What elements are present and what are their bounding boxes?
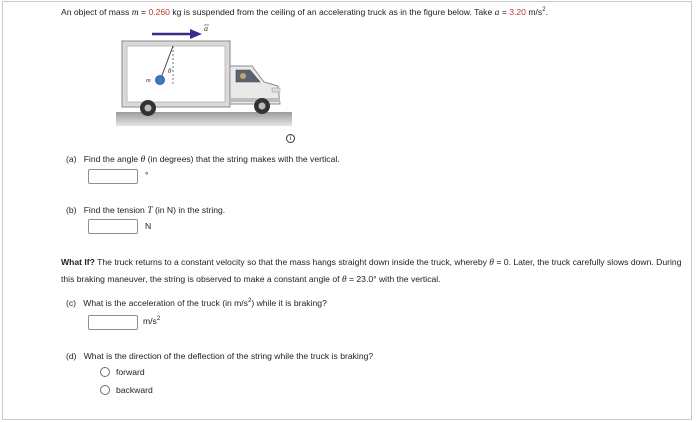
part-c-unit: $m/s^2$	[143, 316, 161, 326]
acceleration-symbol: a	[494, 7, 500, 18]
mass-symbol: m	[131, 7, 139, 18]
part-b-answer-input[interactable]	[88, 219, 138, 234]
what-if-paragraph: What If? The truck returns to a constant velocity so that the mass hangs straight down inside the truck, whereby θ = 0. Later, the truck carefully slows down. During this braking maneuver, the string is observed to make a constant angle of θ = 23.0° with the vertical.	[61, 257, 682, 285]
radio-backward[interactable]	[100, 385, 110, 395]
part-b-unit: N	[145, 221, 152, 231]
part-d-question: (d) What is the direction of the deflection of the string while the truck is braking?	[66, 351, 374, 361]
part-a-question: (a) Find the angle θ (in degrees) that the string makes with the vertical.	[66, 154, 340, 165]
problem-statement: An object of mass m = 0.260 kg is suspended from the ceiling of an accelerating truck as in the figure below. Take a = 3.20 $m/s^2$.	[61, 7, 548, 18]
acceleration-arrow-icon	[152, 29, 202, 39]
acceleration-value: 3.20	[509, 7, 526, 17]
part-a-answer-input[interactable]	[88, 169, 138, 184]
what-if-label: What If?	[61, 257, 95, 267]
radio-forward[interactable]	[100, 367, 110, 377]
front-wheel-icon	[254, 98, 270, 114]
part-c-question: (c) What is the acceleration of the truck (in $m/s^2$) while it is braking?	[66, 298, 327, 308]
part-c-answer-input[interactable]	[88, 315, 138, 330]
part-b-question: (b) Find the tension T (in N) in the string.	[66, 205, 226, 216]
info-icon[interactable]: i	[286, 134, 295, 143]
mass-ball	[156, 76, 165, 85]
option-forward-label[interactable]: forward	[116, 367, 145, 377]
mass-label: m	[146, 77, 151, 84]
mass-value: 0.260	[148, 7, 170, 17]
truck-figure	[112, 22, 294, 130]
angle-label: θ	[168, 67, 172, 75]
part-a-unit: °	[145, 170, 149, 180]
rear-wheel-icon	[140, 100, 156, 116]
road-surface	[116, 112, 292, 126]
arrow-label: a	[204, 24, 208, 33]
option-backward-label[interactable]: backward	[116, 385, 153, 395]
